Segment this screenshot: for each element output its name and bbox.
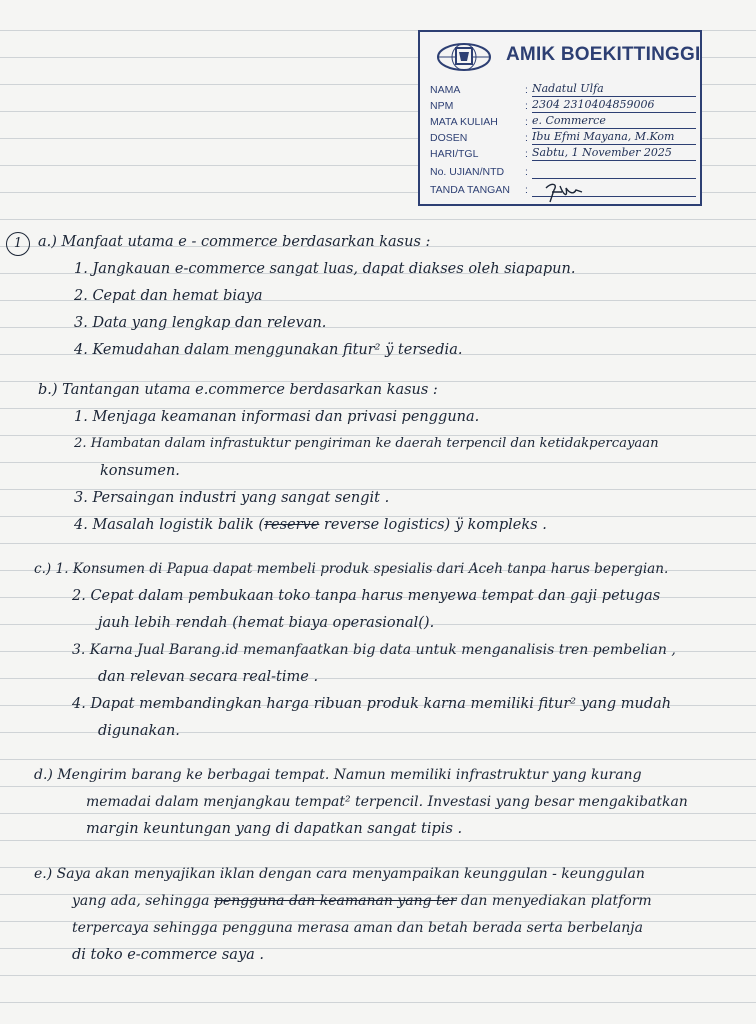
answer-b-item-2: 2. Hambatan dalam infrastuktur pengiriman ke daerah terpencil dan ketidakpercayaan: [74, 436, 659, 451]
stamp-field-hari-tgl: HARI/TGL : Sabtu, 1 November 2025: [430, 146, 696, 162]
stamp-field-nama: NAMA : Nadatul Ulfa: [430, 82, 696, 98]
field-value: e. Commerce: [532, 114, 696, 129]
field-value: Sabtu, 1 November 2025: [532, 146, 696, 161]
field-value: Nadatul Ulfa: [532, 82, 696, 97]
answer-c-item-4-cont: digunakan.: [98, 723, 180, 739]
answer-c-item-4: 4. Dapat membandingkan harga ribuan produk karna memiliki fitur² yang mudah: [72, 696, 672, 712]
answer-a-heading: a.) Manfaat utama e - commerce berdasarkan kasus :: [38, 234, 431, 250]
stamp-field-no-ujian: No. UJIAN/NTD :: [430, 164, 696, 180]
field-value: 2304 2310404859006: [532, 98, 696, 113]
answer-d-line-2: memadai dalam menjangkau tempat² terpencil. Investasi yang besar mengakibatkan: [86, 794, 688, 810]
field-label: TANDA TANGAN: [430, 184, 510, 196]
field-value: [532, 164, 696, 179]
stamp-field-dosen: DOSEN : Ibu Efmi Mayana, M.Kom: [430, 130, 696, 146]
stamp-header: [426, 36, 701, 76]
answer-a-item-2: 2. Cepat dan hemat biaya: [74, 288, 263, 304]
answer-a-item-1: 1. Jangkauan e-commerce sangat luas, dapat diakses oleh siapapun.: [74, 261, 576, 277]
answer-c-item-3: 3. Karna Jual Barang.id memanfaatkan big data untuk menganalisis tren pembelian ,: [72, 642, 676, 658]
field-label: HARI/TGL: [430, 148, 479, 160]
answer-b-item-3: 3. Persaingan industri yang sangat sengit .: [74, 490, 390, 506]
answer-a-item-3: 3. Data yang lengkap dan relevan.: [74, 315, 327, 331]
question-number-badge: 1: [6, 232, 30, 256]
line-text: yang ada, sehingga: [72, 893, 214, 909]
exam-stamp: [418, 30, 702, 206]
answer-c-item-2: 2. Cepat dalam pembukaan toko tanpa harus menyewa tempat dan gaji petugas: [72, 588, 661, 604]
struck-words: pengguna dan keamanan yang ter: [213, 893, 457, 909]
answer-b-item-2-cont: konsumen.: [100, 463, 180, 479]
stamp-field-mata-kuliah: MATA KULIAH : e. Commerce: [430, 114, 696, 130]
answer-e-line-4: di toko e-commerce saya .: [72, 947, 265, 963]
item-text: 4. Masalah logistik balik (: [74, 517, 265, 533]
institution-logo-icon: [436, 42, 492, 72]
answer-c-item-2-cont: jauh lebih rendah (hemat biaya operasional().: [98, 615, 435, 631]
answer-b-heading: b.) Tantangan utama e.commerce berdasarkan kasus :: [38, 382, 438, 398]
answer-b-item-4: [74, 517, 547, 533]
field-label: DOSEN: [430, 132, 468, 144]
answer-d-line-1: d.) Mengirim barang ke berbagai tempat. Namun memiliki infrastruktur yang kurang: [34, 767, 642, 783]
stamp-field-tanda-tangan: TANDA TANGAN :: [430, 182, 696, 198]
field-label: No. UJIAN/NTD: [430, 166, 505, 178]
item-text: reverse logistics) ÿ kompleks .: [319, 517, 547, 533]
field-label: NAMA: [430, 84, 461, 96]
answer-e-line-3: terpercaya sehingga pengguna merasa aman dan betah berada serta berbelanja: [72, 920, 643, 936]
field-label: MATA KULIAH: [430, 116, 498, 128]
field-value: Ibu Efmi Mayana, M.Kom: [532, 130, 696, 145]
struck-word: reserve: [264, 517, 320, 533]
field-label: NPM: [430, 100, 454, 112]
answer-d-line-3: margin keuntungan yang di dapatkan sangat tipis .: [86, 821, 463, 837]
signature-icon: [542, 180, 586, 204]
answer-a-item-4: 4. Kemudahan dalam menggunakan fitur² ÿ tersedia.: [74, 342, 463, 358]
stamp-field-npm: NPM : 2304 2310404859006: [430, 98, 696, 114]
line-text: dan menyediakan platform: [456, 893, 652, 909]
answer-e-line-2: [72, 893, 652, 909]
answer-e-line-1: e.) Saya akan menyajikan iklan dengan cara menyampaikan keunggulan - keunggulan: [34, 866, 645, 882]
answer-c-item-3-cont: dan relevan secara real-time .: [98, 669, 319, 685]
answer-b-item-1: 1. Menjaga keamanan informasi dan privasi pengguna.: [74, 409, 480, 425]
institution-name: AMIK BOEKITTINGGI: [506, 44, 701, 65]
answer-c-item-1: c.) 1. Konsumen di Papua dapat membeli produk spesialis dari Aceh tanpa harus bepergian.: [34, 561, 669, 577]
